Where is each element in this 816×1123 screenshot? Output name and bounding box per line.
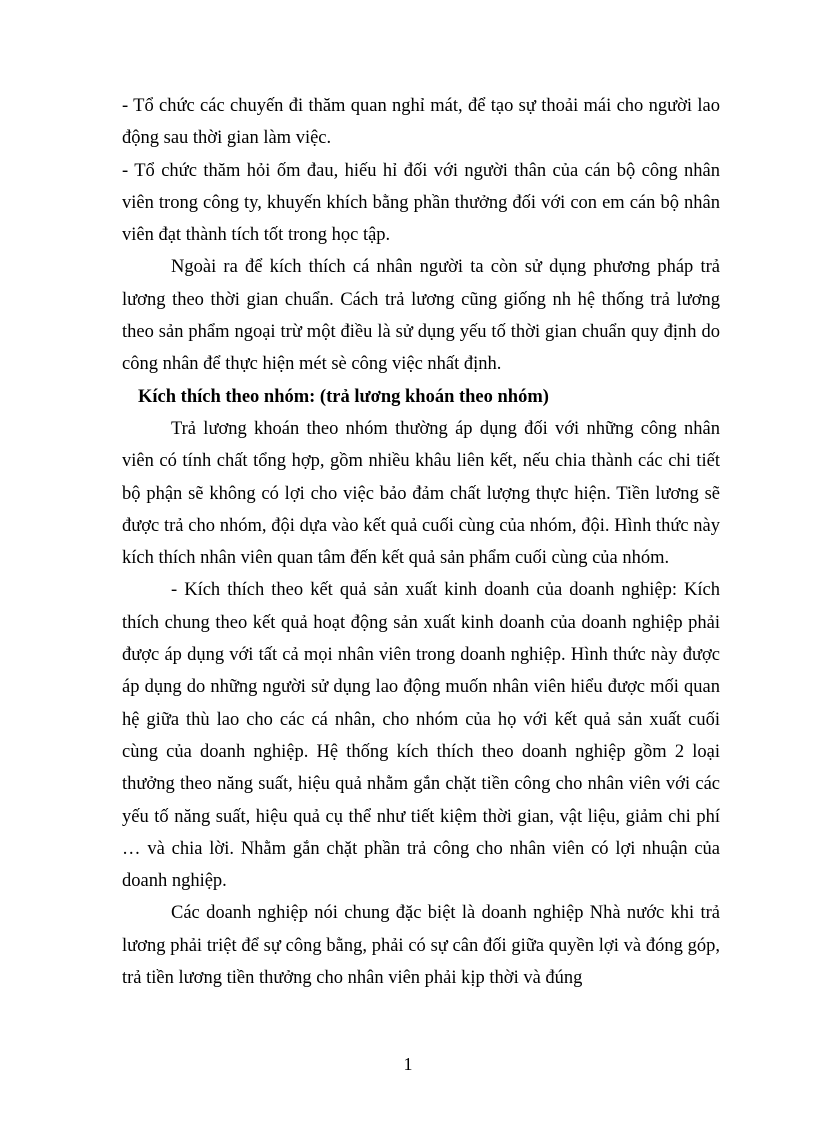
paragraph-state-enterprises: Các doanh nghiệp nói chung đặc biệt là doanh nghiệp Nhà nước khi trả lương phải triệt để sự công bằng, phải có sự cân đối giữa quyền lợi và đóng góp, trả tiền lương tiền thưởng cho nhân viên phải kịp thời và đúng	[122, 903, 720, 989]
section-heading-group-incentive: Kích thích theo nhóm: (trả lương khoán theo nhóm)	[138, 386, 549, 407]
paragraph-business-results-incentive: - Kích thích theo kết quả sản xuất kinh doanh của doanh nghiệp: Kích thích chung theo kết quả hoạt động sản xuất kinh doanh của doanh nghiệp phải được áp dụng với tất cả mọi nhân viên trong doanh nghiệp. Hình thức này được áp dụng do những người sử dụng lao động muốn nhân viên hiểu được mối quan hệ giữa thù lao cho các cá nhân, cho nhóm của họ với kết quả sản xuất cuối cùng của doanh nghiệp. Hệ thống kích thích theo doanh nghiệp gồm 2 loại thưởng theo năng suất, hiệu quả nhằm gắn chặt tiền công cho nhân viên với các yếu tố năng suất, hiệu quả cụ thể như tiết kiệm thời gian, vật liệu, giảm chi phí … và chia lời. Nhằm gắn chặt phần trả công cho nhân viên có lợi nhuận của doanh nghiệp.	[122, 580, 720, 892]
paragraph-standard-time-pay: Ngoài ra để kích thích cá nhân người ta còn sử dụng phương pháp trả lương theo thời gian chuẩn. Cách trả lương cũng giống nh hệ thống trả lương theo sản phẩm ngoại trừ một điều là sử dụng yếu tố thời gian chuẩn quy định do công nhân để thực hiện mét sè công việc nhất định.	[122, 257, 720, 375]
paragraph-trips: - Tổ chức các chuyến đi thăm quan nghỉ mát, để tạo sự thoải mái cho người lao động sau thời gian làm việc.	[122, 96, 720, 149]
document-body	[122, 90, 720, 994]
paragraph-visits: - Tổ chức thăm hỏi ốm đau, hiếu hỉ đối với người thân của cán bộ công nhân viên trong công ty, khuyến khích bằng phần thưởng đối với con em cán bộ nhân viên đạt thành tích tốt trong học tập.	[122, 160, 720, 246]
page-number: 1	[403, 1054, 413, 1074]
paragraph-group-piece-pay: Trả lương khoán theo nhóm thường áp dụng đối với những công nhân viên có tính chất tổng hợp, gồm nhiều khâu liên kết, nếu chia thành các chi tiết bộ phận sẽ không có lợi cho việc bảo đảm chất lượng thực hiện. Tiền lương sẽ được trả cho nhóm, đội dựa vào kết quả cuối cùng của nhóm, đội. Hình thức này kích thích nhân viên quan tâm đến kết quả sản phẩm cuối cùng của nhóm.	[122, 418, 720, 569]
